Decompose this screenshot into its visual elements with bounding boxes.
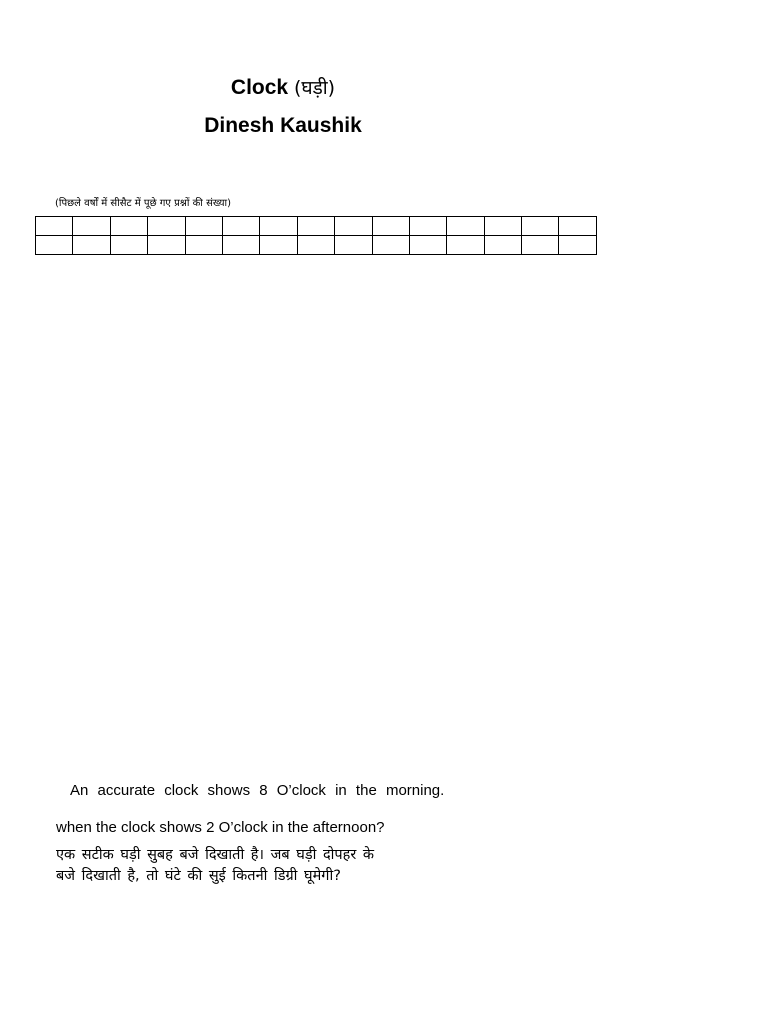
- table-cell: [522, 236, 559, 255]
- table-cell: [110, 217, 147, 236]
- table-cell: [335, 217, 372, 236]
- table-cell: [409, 217, 446, 236]
- table-cell: [222, 236, 259, 255]
- author-name: Dinesh Kaushik: [204, 114, 362, 137]
- table-cell: [559, 217, 596, 236]
- table-cell: [297, 217, 334, 236]
- table-row: [36, 236, 597, 255]
- table-cell: [185, 217, 222, 236]
- question-hindi-line-1: एक सटीक घड़ी सुबह बजे दिखाती है। जब घड़ी दोपहर के: [56, 847, 375, 863]
- table-cell: [372, 236, 409, 255]
- table-cell: [559, 236, 596, 255]
- question-english-line-2: when the clock shows 2 O’clock in the afternoon?: [56, 819, 385, 836]
- question-hindi-line-2: बजे दिखाती है, तो घंटे की सुई कितनी डिग्री घूमेगी?: [56, 868, 341, 884]
- table-cell: [260, 217, 297, 236]
- table-cell: [372, 217, 409, 236]
- table-cell: [484, 236, 521, 255]
- title-hindi: (घड़ी): [293, 77, 336, 99]
- table-cell: [73, 236, 110, 255]
- table-cell: [409, 236, 446, 255]
- page-title: [0, 74, 566, 100]
- table-cell: [148, 217, 185, 236]
- table-cell: [522, 217, 559, 236]
- table-cell: [36, 217, 73, 236]
- table-cell: [73, 217, 110, 236]
- table-cell: [36, 236, 73, 255]
- table-cell: [260, 236, 297, 255]
- table-cell: [335, 236, 372, 255]
- table-cell: [148, 236, 185, 255]
- table-cell: [484, 217, 521, 236]
- title-english: Clock: [230, 76, 289, 99]
- table-caption: (पिछले वर्षों में सीसैट में पूछे गए प्रश्नों की संख्या): [55, 198, 231, 209]
- table-row: [36, 217, 597, 236]
- table-cell: [447, 217, 484, 236]
- table-cell: [447, 236, 484, 255]
- table-cell: [110, 236, 147, 255]
- table-cell: [222, 217, 259, 236]
- table-cell: [297, 236, 334, 255]
- table-cell: [185, 236, 222, 255]
- question-count-table: [35, 216, 597, 255]
- question-english-line-1: An accurate clock shows 8 O’clock in the morning.: [70, 782, 445, 799]
